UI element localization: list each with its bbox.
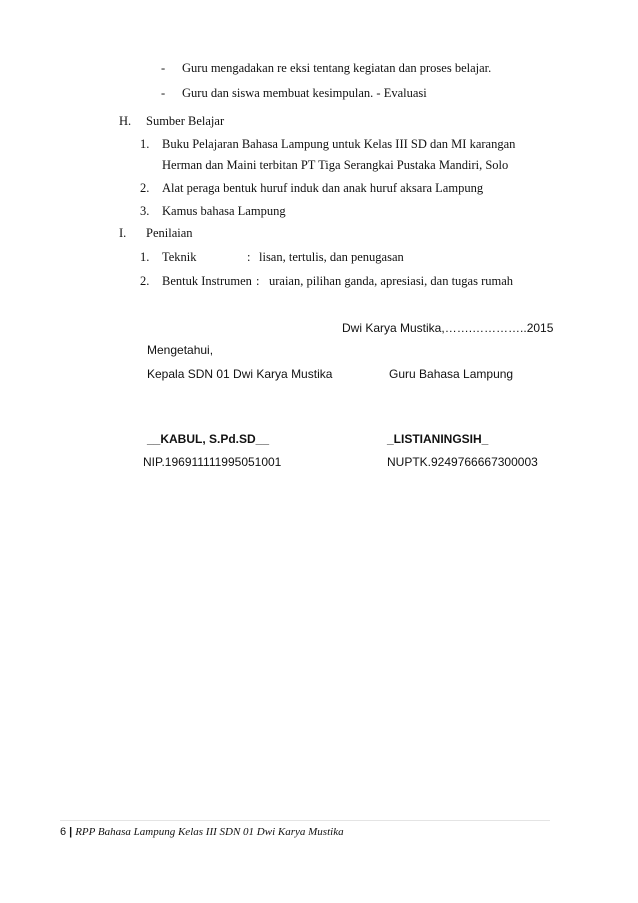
assessment-value: uraian, pilihan ganda, apresiasi, dan tugas rumah bbox=[269, 274, 514, 288]
assessment-colon: : bbox=[256, 274, 260, 288]
bullet-dash: - bbox=[161, 61, 166, 75]
bullet-text: Guru mengadakan re eksi tentang kegiatan dan proses belajar. bbox=[182, 61, 492, 75]
list-item-number: 3. bbox=[140, 204, 150, 218]
section-h-letter: H. bbox=[119, 114, 132, 128]
assessment-colon: : bbox=[247, 250, 251, 264]
section-i-title: Penilaian bbox=[146, 226, 193, 240]
assessment-label: Teknik bbox=[162, 250, 197, 264]
list-item-text: Buku Pelajaran Bahasa Lampung untuk Kelas III SD dan MI karangan bbox=[162, 137, 516, 151]
list-item-text: Kamus bahasa Lampung bbox=[162, 204, 286, 218]
place-date: Dwi Karya Mustika,…….…………..2015 bbox=[342, 321, 554, 335]
section-h-title: Sumber Belajar bbox=[146, 114, 225, 128]
list-item-number: 2. bbox=[140, 274, 150, 288]
bullet-dash: - bbox=[161, 86, 166, 100]
list-item-number: 2. bbox=[140, 181, 150, 195]
list-item-number: 1. bbox=[140, 137, 150, 151]
footer-separator: | bbox=[69, 826, 73, 838]
assessment-label: Bentuk Instrumen bbox=[162, 274, 252, 288]
teacher-nuptk: NUPTK.9249766667300003 bbox=[387, 455, 538, 469]
list-item-text-continued: Herman dan Maini terbitan PT Tiga Serangkai Pustaka Mandiri, Solo bbox=[162, 158, 509, 172]
teacher-name: _LISTIANINGSIH_ bbox=[387, 432, 489, 446]
bullet-text: Guru dan siswa membuat kesimpulan. - Evaluasi bbox=[182, 86, 427, 100]
assessment-value: lisan, tertulis, dan penugasan bbox=[259, 250, 404, 264]
principal-name: __KABUL, S.Pd.SD__ bbox=[147, 432, 270, 446]
list-item-text: Alat peraga bentuk huruf induk dan anak huruf aksara Lampung bbox=[162, 181, 484, 195]
page-number: 6 bbox=[60, 826, 67, 838]
acknowledged-label: Mengetahui, bbox=[147, 343, 214, 357]
list-item-number: 1. bbox=[140, 250, 150, 264]
footer-divider bbox=[60, 820, 550, 821]
principal-nip: NIP.196911111995051001 bbox=[143, 455, 282, 469]
section-i-letter: I. bbox=[119, 226, 127, 240]
principal-title: Kepala SDN 01 Dwi Karya Mustika bbox=[147, 367, 333, 381]
page-footer bbox=[60, 826, 344, 838]
footer-title: RPP Bahasa Lampung Kelas III SDN 01 Dwi Karya Mustika bbox=[75, 826, 344, 838]
teacher-title: Guru Bahasa Lampung bbox=[389, 367, 514, 381]
